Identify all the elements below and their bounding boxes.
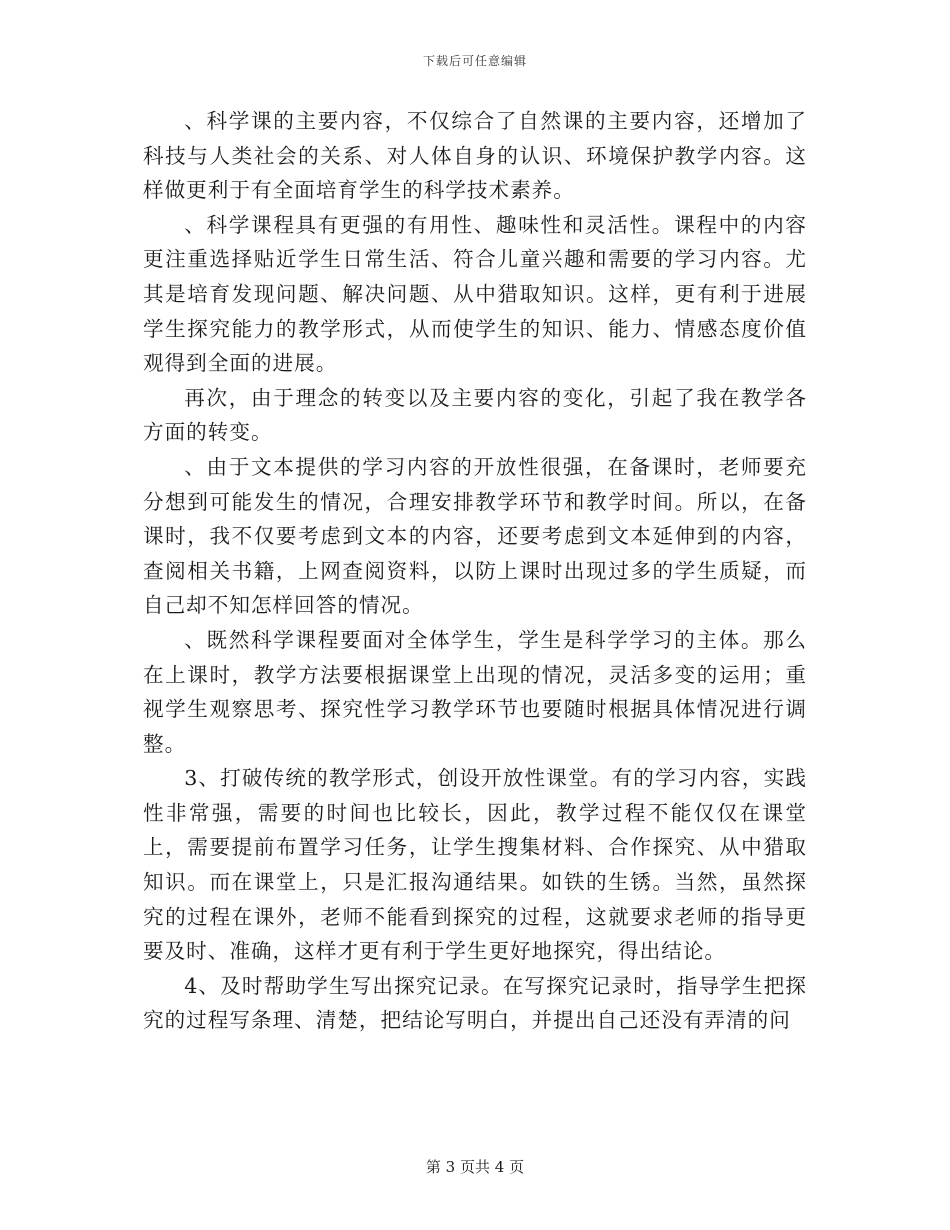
document-body [143,104,807,1038]
page-header: 下载后可任意编辑 [422,54,527,68]
paragraph: 4、及时帮助学生写出探究记录。在写探究记录时，指导学生把探究的过程写条理、清楚，把结论写明白，并提出自己还没有弄清的问 [143,973,807,1033]
paragraph: 3、打破传统的教学形式，创设开放性课堂。有的学习内容，实践性非常强，需要的时间也比较长，因此，教学过程不能仅仅在课堂上，需要提前布置学习任务，让学生搜集材料、合作探究、从中猎取知识。而在课堂上，只是汇报沟通结果。如铁的生锈。当然，虽然探究的过程在课外，老师不能看到探究的过程，这就要求老师的指导更要及时、准确，这样才更有利于学生更好地探究，得出结论。 [143,766,807,964]
paragraph: 、由于文本提供的学习内容的开放性很强，在备课时，老师要充分想到可能发生的情况，合理安排教学环节和教学时间。所以，在备课时，我不仅要考虑到文本的内容，还要考虑到文本延伸到的内容，查阅相关书籍，上网查阅资料，以防上课时出现过多的学生质疑，而自己却不知怎样回答的情况。 [143,454,807,618]
paragraph: 、既然科学课程要面对全体学生，学生是科学学习的主体。那么在上课时，教学方法要根据课堂上出现的情况，灵活多变的运用；重视学生观察思考、探究性学习教学环节也要随时根据具体情况进行调整。 [143,627,807,756]
page-footer: 第 3 页共 4 页 [425,1158,525,1176]
paragraph: 再次，由于理念的转变以及主要内容的变化，引起了我在教学各方面的转变。 [143,385,807,445]
paragraph: 、科学课的主要内容，不仅综合了自然课的主要内容，还增加了科技与人类社会的关系、对人体自身的认识、环境保护教学内容。这样做更利于有全面培育学生的科学技术素养。 [143,109,807,203]
paragraph: 、科学课程具有更强的有用性、趣味性和灵活性。课程中的内容更注重选择贴近学生日常生活、符合儿童兴趣和需要的学习内容。尤其是培育发现问题、解决问题、从中猎取知识。这样，更有利于进展学生探究能力的教学形式，从而使学生的知识、能力、情感态度价值观得到全面的进展。 [143,212,807,376]
